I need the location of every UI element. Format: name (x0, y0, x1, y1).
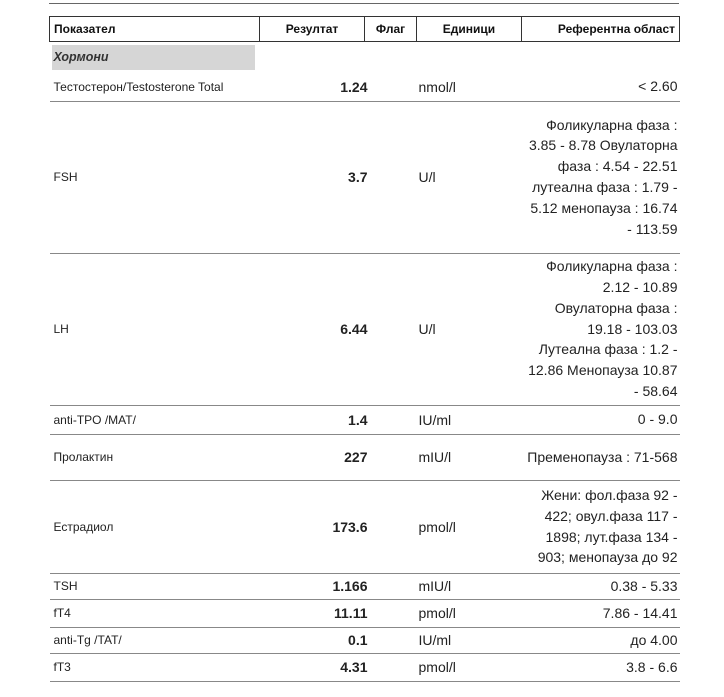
cell-name: Пролактин (53, 450, 114, 464)
cell-name: Тестостерон/Testosterone Total (53, 79, 224, 94)
cell-reference: 0 - 9.0 (637, 411, 678, 428)
cell-name: Естрадиол (53, 519, 114, 534)
header-name: Показател (50, 17, 260, 42)
section-label: Хормони (52, 45, 255, 70)
cell-units: U/l (418, 321, 436, 337)
cell-units: mIU/l (418, 449, 452, 465)
cell-name: anti-Tg /TAT/ (53, 633, 122, 647)
cell-result: 3.7 (348, 169, 368, 185)
cell-result: 6.44 (340, 321, 368, 337)
table-row (50, 653, 680, 681)
table-row (50, 73, 680, 101)
table-row (50, 253, 680, 405)
table-row (50, 405, 680, 434)
table-row (50, 599, 680, 627)
cell-name: FSH (53, 170, 78, 184)
cell-units: IU/ml (418, 632, 452, 648)
header-reference: Референтна област (522, 17, 680, 42)
cell-reference: Фоликуларна фаза : 3.85 - 8.78 Овулаторна фаза : 4.54 - 22.51 лутеална фаза : 1.79 - 5.12 менопауза : 16.74 - 113.59 (528, 116, 678, 237)
table-row (50, 627, 680, 653)
cell-result: 0.1 (348, 632, 368, 648)
cell-units: U/l (418, 169, 436, 185)
cell-result: 1.4 (348, 411, 368, 428)
results-table (49, 16, 680, 682)
cell-units: pmol/l (418, 518, 456, 535)
cell-result: 11.11 (334, 605, 368, 621)
cell-reference: < 2.60 (638, 78, 678, 95)
table-row (50, 101, 680, 253)
cell-name: TSH (53, 579, 78, 593)
table-body (50, 73, 680, 681)
header-flag: Флаг (365, 17, 417, 42)
cell-reference: 7.86 - 14.41 (602, 604, 678, 621)
section-row (50, 42, 680, 74)
cell-units: IU/ml (418, 411, 452, 428)
cell-units: pmol/l (418, 659, 456, 675)
table-header-row (50, 17, 680, 42)
cell-reference: 0.38 - 5.33 (610, 577, 678, 594)
header-units: Единици (417, 17, 522, 42)
cell-reference: 3.8 - 6.6 (626, 658, 678, 675)
cell-units: nmol/l (418, 78, 456, 95)
cell-units: pmol/l (418, 605, 456, 621)
cell-result: 1.24 (340, 78, 368, 95)
table-row (50, 573, 680, 599)
cell-reference: до 4.00 (630, 631, 678, 648)
cell-name: anti-TPO /MAT/ (53, 412, 136, 427)
table-row (50, 480, 680, 573)
header-result: Резултат (260, 17, 365, 42)
cell-result: 4.31 (340, 659, 368, 675)
cell-units: mIU/l (418, 578, 452, 594)
cell-result: 1.166 (332, 578, 368, 594)
cell-name: fT3 (53, 660, 71, 674)
table-row (50, 434, 680, 480)
cell-reference: Фоликуларна фаза : 2.12 - 10.89 Овулаторна фаза : 19.18 - 103.03 Лутеална фаза : 1.2 - 12.86 Менопауза 10.87 - 58.64 (528, 258, 678, 399)
cell-name: LH (53, 322, 69, 336)
cell-reference: Жени: фол.фаза 92 - 422; овул.фаза 117 - 1898; лут.фаза 134 - 903; менопауза до 92 (537, 486, 678, 566)
cell-result: 227 (344, 449, 368, 465)
cell-reference: Пременопауза : 71-568 (527, 448, 678, 465)
cell-result: 173.6 (332, 518, 368, 535)
top-divider (49, 3, 679, 4)
cell-name: fT4 (53, 606, 71, 620)
